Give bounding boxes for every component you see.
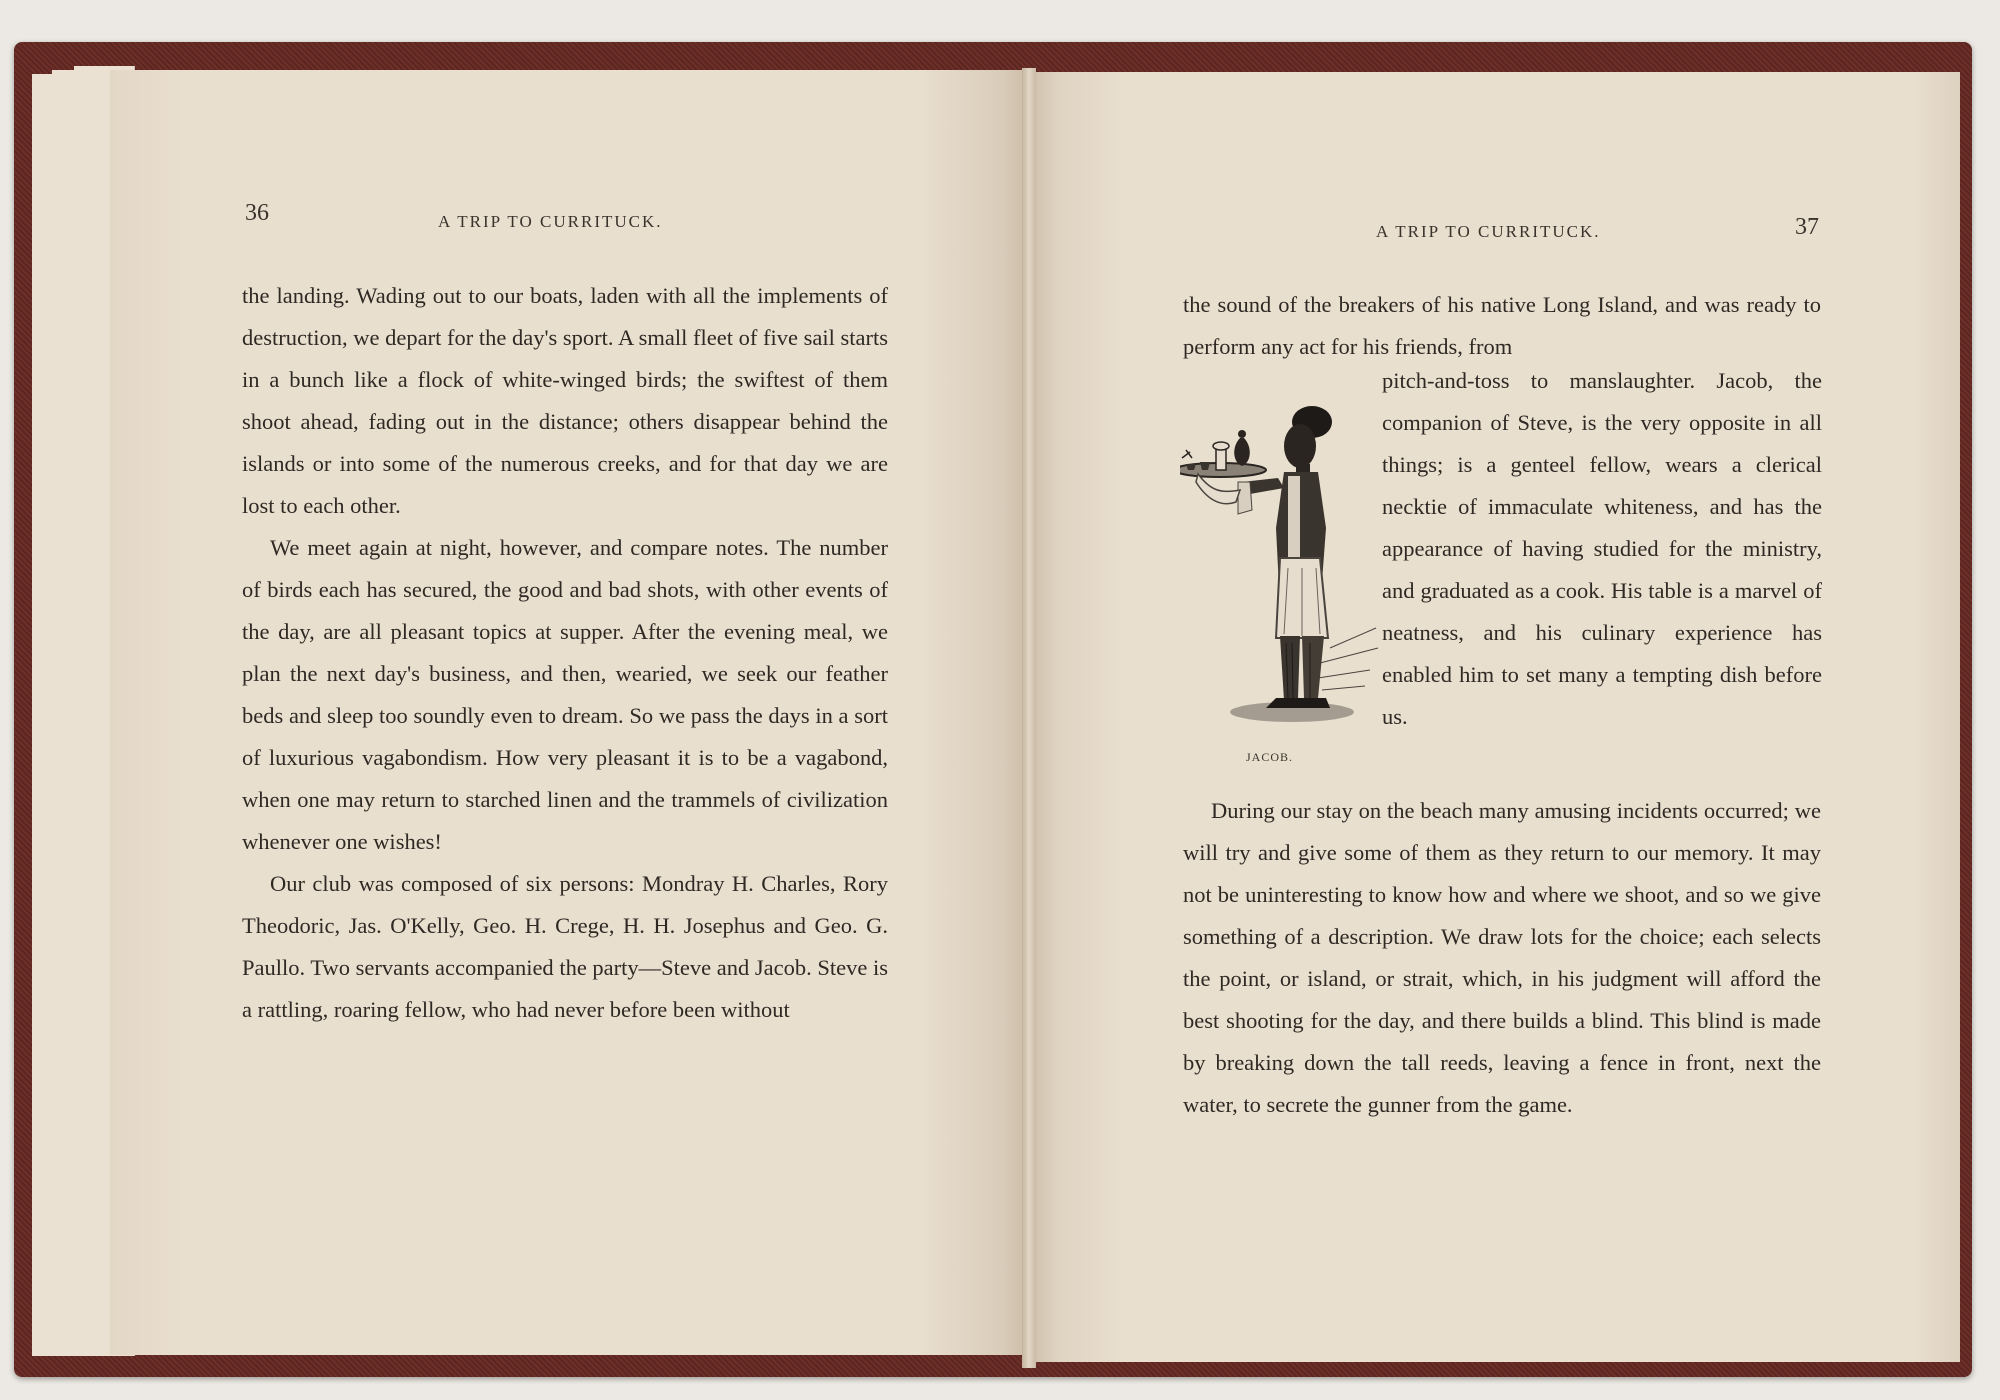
left-text-block <box>242 275 888 1031</box>
paragraph: the landing. Wading out to our boats, laden with all the implements of destruction, we depart for the day's sport. A small fleet of five sail starts in a bunch like a flock of white-winged birds; the swiftest of them shoot ahead, fading out in the distance; others disappear behind the islands or into some of the numerous creeks, and for that day we are lost to each other. <box>242 283 888 518</box>
engraving-waiter-icon <box>1180 398 1380 728</box>
page-number-right: 37 <box>1795 214 1819 240</box>
running-head-left: A TRIP TO CURRITUCK. <box>438 212 663 231</box>
paragraph: the sound of the breakers of his native Long Island, and was ready to perform any act for his friends, from <box>1183 292 1821 359</box>
running-head-right: A TRIP TO CURRITUCK. <box>1376 222 1601 241</box>
right-top-text <box>1183 284 1821 368</box>
figure-caption: JACOB. <box>1246 750 1294 764</box>
book-gutter <box>1022 68 1036 1368</box>
right-wrapped-text <box>1382 360 1822 738</box>
paragraph: Our club was composed of six persons: Mondray H. Charles, Rory Theodoric, Jas. O'Kelly, Geo. H. Crege, H. H. Josephus and Geo. G. Paullo. Two servants accompanied the party—Steve and Jacob. Steve is a rattling, roaring fellow, who had never before been without <box>242 871 888 1022</box>
paragraph: We meet again at night, however, and compare notes. The number of birds each has secured, the good and bad shots, with other events of the day, are all pleasant topics at supper. After the evening meal, we plan the next day's business, and then, wearied, we seek our feather beds and sleep too soundly even to dream. So we pass the days in a sort of luxurious vagabondism. How very pleasant it is to be a vagabond, when one may return to starched linen and the trammels of civilization whenever one wishes! <box>242 535 888 854</box>
page-number-left: 36 <box>245 200 269 226</box>
right-bottom-text <box>1183 790 1821 1126</box>
paragraph: During our stay on the beach many amusing incidents occurred; we will try and give some of them as they return to our memory. It may not be uninteresting to know how and where we shoot, and so we give something of a description. We draw lots for the choice; each selects the point, or island, or strait, which, in his judgment will afford the best shooting for the day, and there builds a blind. This blind is made by breaking down the tall reeds, leaving a fence in front, next the water, to secrete the gunner from the game. <box>1183 798 1821 1117</box>
paragraph: pitch-and-toss to manslaughter. Jacob, the companion of Steve, is the very opposite in all things; is a genteel fellow, wears a clerical necktie of immaculate whiteness, and has the appearance of having studied for the ministry, and graduated as a cook. His table is a marvel of neatness, and his culinary experience has enabled him to set many a tempting dish before us. <box>1382 368 1822 729</box>
